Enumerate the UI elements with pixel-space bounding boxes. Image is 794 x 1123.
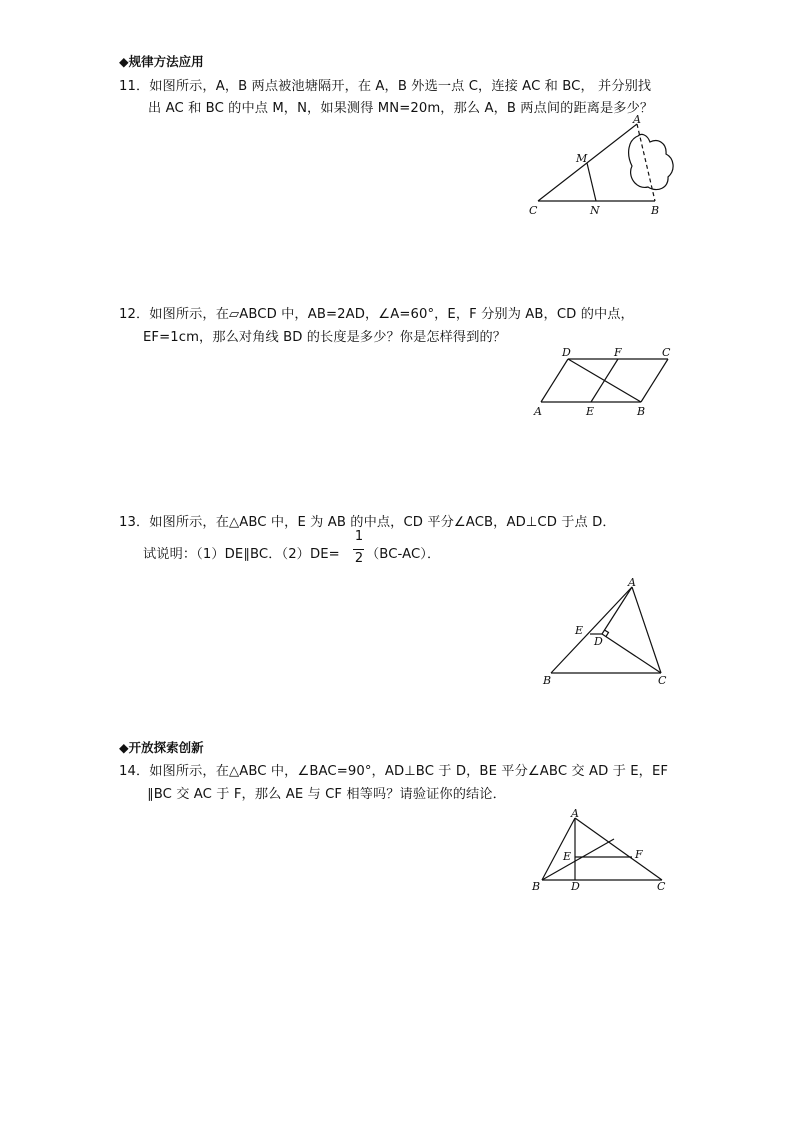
q12-segment-bc: [641, 359, 668, 402]
q13-segment-ad: [602, 587, 632, 634]
q13-text-line2-suffix: （BC-AC）．: [366, 547, 441, 562]
q13-segment-ba: [551, 587, 632, 673]
q12-label-e: E: [586, 405, 595, 418]
q14-label-a: A: [571, 807, 579, 820]
q13-label-b: B: [543, 674, 552, 687]
q12-label-d: D: [562, 346, 571, 359]
section-title-open-explore: ◆开放探索创新: [119, 740, 204, 755]
q14-text-line1: 14．如图所示，在△ABC 中，∠BAC=90°，AD⊥BC 于 D，BE 平分∠ABC 交 AD 于 E，EF: [119, 764, 669, 779]
q11-text-line1: 11．如图所示，A，B 两点被池塘隔开，在 A，B 外选一点 C，连接 AC 和 BC， 并分别找: [119, 79, 652, 94]
q12-segment-ef: [591, 359, 618, 402]
q14-segment-ac: [575, 818, 662, 880]
q13-label-c: C: [658, 674, 667, 687]
q11-segment-mn: [587, 163, 596, 201]
q14-figure: [528, 806, 678, 898]
q14-label-d: D: [571, 880, 580, 893]
q13-segment-ac: [632, 587, 661, 673]
q12-text-line1: 12．如图所示，在▱ABCD 中，AB=2AD，∠A=60°，E，F 分别为 AB，CD 的中点，: [119, 307, 634, 322]
q12-label-a: A: [534, 405, 542, 418]
q12-segment-ad: [541, 359, 568, 402]
q14-label-c: C: [657, 880, 666, 893]
q13-text-line2-prefix: 试说明：（1）DE∥BC．（2）DE=: [143, 547, 340, 562]
q14-text-line2: ∥BC 交 AC 于 F，那么 AE 与 CF 相等吗？请验证你的结论．: [147, 787, 506, 802]
q13-fraction-denominator: 2: [354, 551, 364, 566]
q11-label-n: N: [590, 204, 600, 217]
section-title-rule-method: ◆规律方法应用: [119, 54, 204, 69]
q13-label-a: A: [628, 576, 636, 589]
q11-label-c: C: [529, 204, 538, 217]
q11-text-line2: 出 AC 和 BC 的中点 M，N，如果测得 MN=20m，那么 A，B 两点间的距离是多少？: [148, 101, 654, 116]
q12-text-line2: EF=1cm，那么对角线 BD 的长度是多少？你是怎样得到的？: [143, 330, 507, 345]
q13-text-line1: 13．如图所示，在△ABC 中，E 为 AB 的中点，CD 平分∠ACB，AD⊥CD 于点 D．: [119, 515, 616, 530]
q11-figure: [520, 110, 680, 220]
q11-label-b: B: [651, 204, 660, 217]
q13-fraction-bar: [353, 549, 364, 550]
q11-label-m: M: [576, 152, 588, 165]
q12-figure: [528, 342, 678, 424]
q12-label-b: B: [637, 405, 646, 418]
q14-label-e: E: [563, 850, 572, 863]
q13-figure: [540, 574, 680, 689]
q11-segment-ca: [538, 124, 637, 201]
q13-segment-cd: [602, 634, 661, 673]
q13-label-e: E: [575, 624, 584, 637]
q13-fraction-numerator: 1: [354, 529, 364, 544]
q14-label-b: B: [532, 880, 541, 893]
q12-label-f: F: [614, 346, 622, 359]
q12-label-c: C: [662, 346, 671, 359]
q14-label-f: F: [635, 848, 643, 861]
q11-label-a: A: [633, 113, 641, 126]
q13-label-d: D: [594, 635, 603, 648]
